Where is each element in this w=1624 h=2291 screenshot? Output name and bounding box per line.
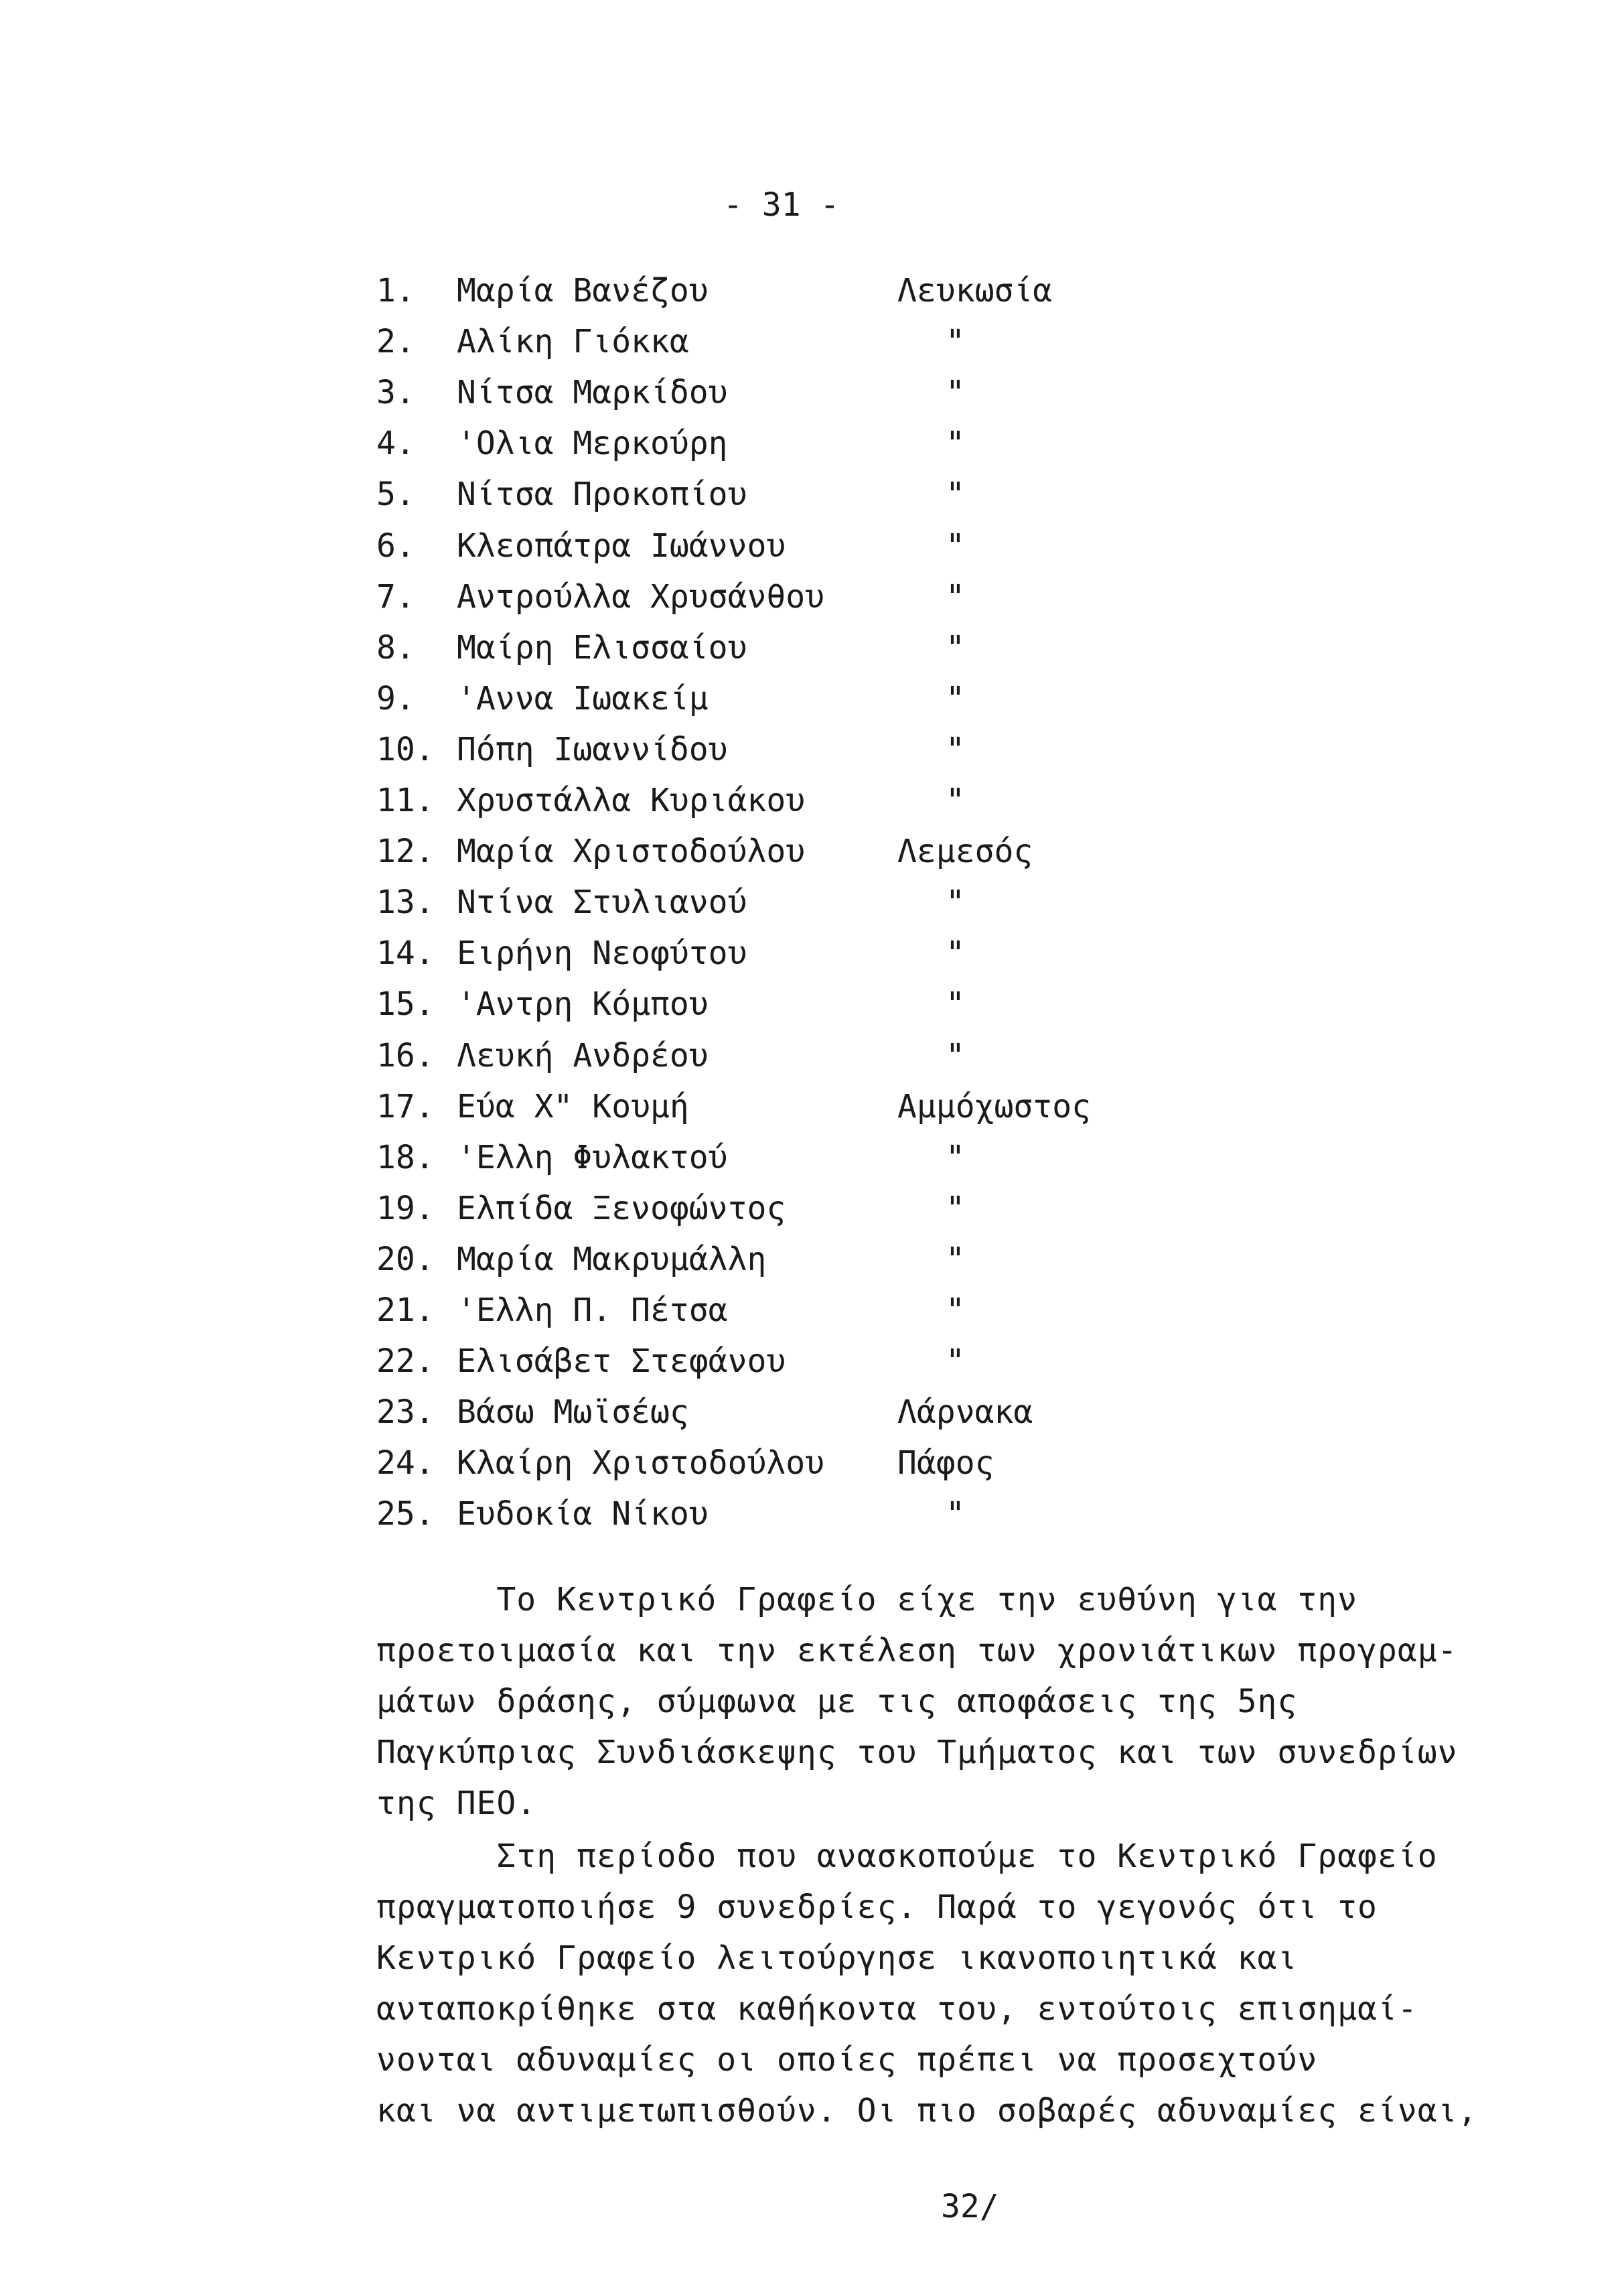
member-number: 11. <box>376 782 435 819</box>
member-city: Πάφος <box>897 1444 994 1482</box>
member-city: " <box>946 884 965 921</box>
member-number: 19. <box>376 1190 435 1227</box>
member-name: Ελπίδα Ξενοφώντος <box>457 1190 786 1227</box>
member-name: 'Αννα Ιωακείμ <box>457 680 709 717</box>
member-name: Μαίρη Ελισσαίου <box>457 629 747 667</box>
member-city: " <box>946 782 965 819</box>
member-city: " <box>946 1037 965 1074</box>
member-city: " <box>946 527 965 565</box>
member-name: Ευδοκία Νίκου <box>457 1495 709 1533</box>
member-number: 7. <box>376 578 415 616</box>
member-name: Ειρήνη Νεοφύτου <box>457 934 747 972</box>
paragraph-line: και να αντιμετωπισθούν. Οι πιο σοβαρές αδυναμίες είναι, <box>376 2092 1478 2130</box>
member-city: " <box>946 1495 965 1533</box>
member-number: 17. <box>376 1088 435 1125</box>
member-number: 15. <box>376 985 435 1023</box>
member-number: 2. <box>376 323 415 360</box>
paragraph-line: πραγματοποιήσε 9 συνεδρίες. Παρά το γεγονός ότι το <box>376 1888 1378 1926</box>
member-city: Λεμεσός <box>897 833 1033 870</box>
member-number: 12. <box>376 833 435 870</box>
member-city: Αμμόχωστος <box>897 1088 1091 1125</box>
member-name: Χρυστάλλα Κυριάκου <box>457 782 806 819</box>
member-number: 22. <box>376 1342 435 1380</box>
member-name: Ελισάβετ Στεφάνου <box>457 1342 786 1380</box>
member-city: " <box>946 629 965 667</box>
member-number: 8. <box>376 629 415 667</box>
member-city: " <box>946 934 965 972</box>
member-name: Κλαίρη Χριστοδούλου <box>457 1444 825 1482</box>
member-city: " <box>946 425 965 462</box>
paragraph-line: μάτων δράσης, σύμφωνα με τις αποφάσεις της 5ης <box>376 1683 1298 1720</box>
paragraph-line: Παγκύπριας Συνδιάσκεψης του Τμήματος και των συνεδρίων <box>376 1734 1458 1771</box>
member-name: Μαρία Μακρυμάλλη <box>457 1241 767 1278</box>
member-number: 20. <box>376 1241 435 1278</box>
member-city: " <box>946 476 965 513</box>
member-city: " <box>946 1190 965 1227</box>
member-name: Νίτσα Μαρκίδου <box>457 374 728 411</box>
member-name: Λευκή Ανδρέου <box>457 1037 709 1074</box>
member-city: " <box>946 1241 965 1278</box>
member-name: 'Αντρη Κόμπου <box>457 985 709 1023</box>
member-name: 'Ολια Μερκούρη <box>457 425 728 462</box>
member-name: Μαρία Βανέζου <box>457 272 709 309</box>
member-name: Νίτσα Προκοπίου <box>457 476 747 513</box>
member-name: Εύα Χ" Κουμή <box>457 1088 689 1125</box>
member-city: Λάρνακα <box>897 1393 1033 1431</box>
member-city: " <box>946 578 965 616</box>
member-city: " <box>946 1139 965 1176</box>
paragraph-line: Στη περίοδο που ανασκοπούμε το Κεντρικό Γραφείο <box>376 1837 1438 1875</box>
paragraph-line: ανταποκρίθηκε στα καθήκοντα του, εντούτοις επισημαί- <box>376 1990 1418 2028</box>
paragraph-line: Το Κεντρικό Γραφείο είχε την ευθύνη για την <box>376 1581 1358 1618</box>
member-city: " <box>946 680 965 717</box>
member-number: 5. <box>376 476 415 513</box>
member-number: 10. <box>376 731 435 768</box>
member-number: 24. <box>376 1444 435 1482</box>
member-name: Βάσω Μωϊσέως <box>457 1393 689 1431</box>
member-number: 18. <box>376 1139 435 1176</box>
member-number: 16. <box>376 1037 435 1074</box>
member-number: 6. <box>376 527 415 565</box>
member-number: 14. <box>376 934 435 972</box>
member-name: Μαρία Χριστοδούλου <box>457 833 806 870</box>
member-number: 23. <box>376 1393 435 1431</box>
member-number: 1. <box>376 272 415 309</box>
member-name: Αντρούλλα Χρυσάνθου <box>457 578 825 616</box>
member-number: 21. <box>376 1292 435 1329</box>
member-city: " <box>946 1292 965 1329</box>
member-name: Αλίκη Γιόκκα <box>457 323 689 360</box>
member-name: Ντίνα Στυλιανού <box>457 884 747 921</box>
paragraph-central-office-sessions <box>376 1831 1515 2136</box>
member-number: 25. <box>376 1495 435 1533</box>
member-name: 'Ελλη Φυλακτού <box>457 1139 728 1176</box>
paragraph-line: της ΠΕΟ. <box>376 1785 537 1822</box>
member-number: 4. <box>376 425 415 462</box>
paragraph-line: προετοιμασία και την εκτέλεση των χρονιάτικων προγραμ- <box>376 1632 1458 1669</box>
member-number: 3. <box>376 374 415 411</box>
member-city: " <box>946 323 965 360</box>
member-city: " <box>946 985 965 1023</box>
paragraph-central-office-responsibility <box>376 1574 1515 1829</box>
next-page-marker: 32/ <box>941 2188 999 2225</box>
page-number: - 31 - <box>723 186 840 224</box>
member-name: Κλεοπάτρα Ιωάννου <box>457 527 786 565</box>
paragraph-line: νονται αδυναμίες οι οποίες πρέπει να προσεχτούν <box>376 2041 1318 2079</box>
member-city: " <box>946 1342 965 1380</box>
member-city: Λευκωσία <box>897 272 1053 309</box>
paragraph-line: Κεντρικό Γραφείο λειτούργησε ικανοποιητικά και <box>376 1939 1298 1977</box>
member-name: Πόπη Ιωαννίδου <box>457 731 728 768</box>
member-number: 13. <box>376 884 435 921</box>
member-name: 'Ελλη Π. Πέτσα <box>457 1292 728 1329</box>
member-city: " <box>946 731 965 768</box>
member-number: 9. <box>376 680 415 717</box>
member-city: " <box>946 374 965 411</box>
